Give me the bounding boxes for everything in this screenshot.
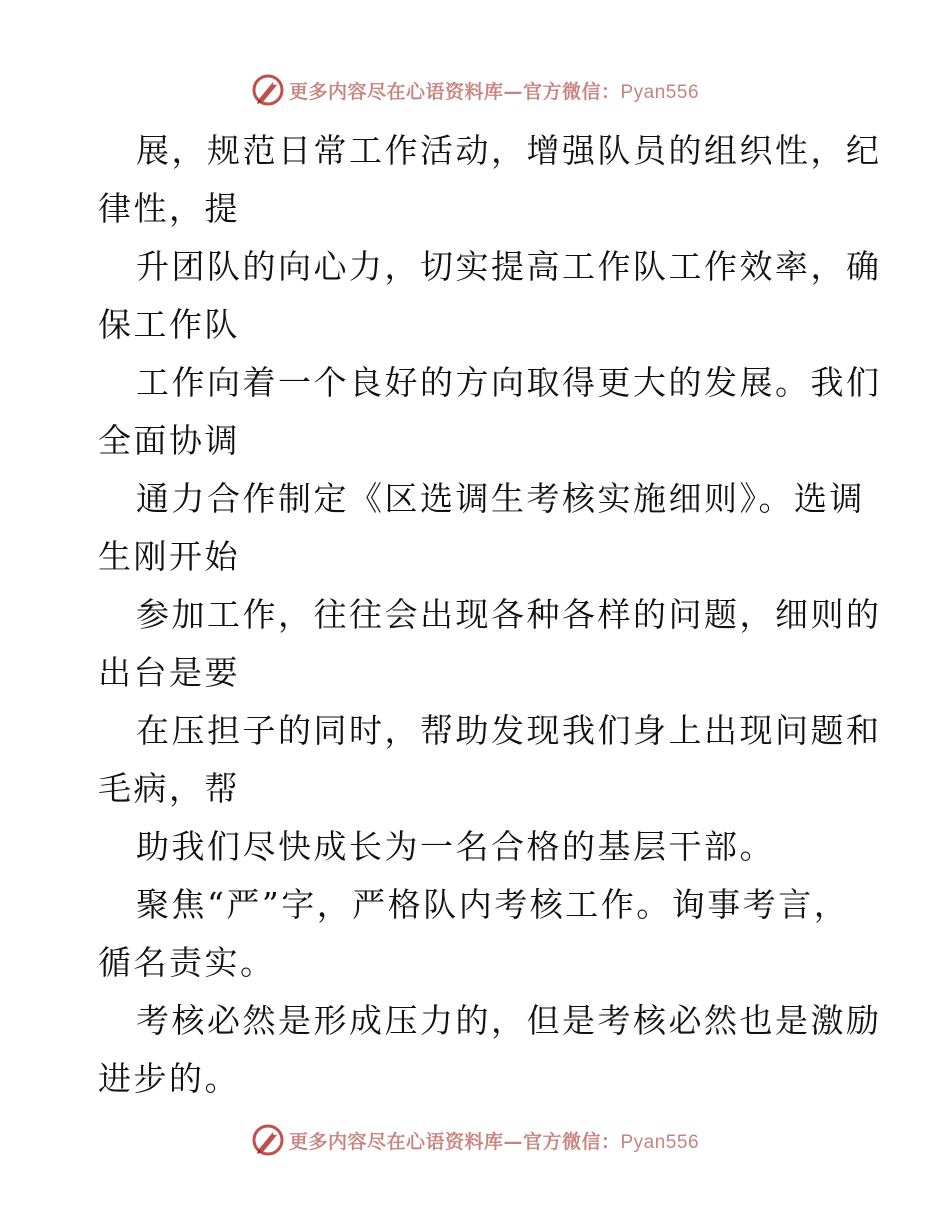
- body-line: 展，规范日常工作活动，增强队员的组织性，纪: [136, 131, 882, 170]
- body-line: 出台是要: [98, 653, 240, 692]
- body-line: 通力合作制定《区选调生考核实施细则》。选调: [136, 479, 865, 518]
- body-line: 生刚开始: [98, 537, 240, 576]
- body-line: 工作向着一个良好的方向取得更大的发展。我们: [136, 363, 882, 402]
- watermark-text: 更多内容尽在心语资料库—官方微信：Pyan556: [288, 1130, 700, 1153]
- body-line: 全面协调: [98, 421, 240, 460]
- body-line: 保工作队: [98, 305, 240, 344]
- body-line: 循名责实。: [98, 943, 276, 982]
- pen-logo-icon: [251, 1123, 285, 1157]
- footer-watermark: [0, 1120, 950, 1160]
- watermark-text: 更多内容尽在心语资料库—官方微信：Pyan556: [288, 80, 700, 103]
- body-line: 考核必然是形成压力的，但是考核必然也是激励: [136, 1001, 882, 1040]
- body-line: 参加工作，往往会出现各种各样的问题，细则的: [136, 595, 882, 634]
- body-line: 在压担子的同时，帮助发现我们身上出现问题和: [136, 711, 882, 750]
- body-line: 律性，提: [98, 189, 240, 228]
- body-line: 助我们尽快成长为一名合格的基层干部。: [136, 827, 775, 866]
- body-line: 聚焦“严”字，严格队内考核工作。询事考言，: [136, 885, 850, 924]
- body-line: 升团队的向心力，切实提高工作队工作效率，确: [136, 247, 882, 286]
- body-line: 毛病，帮: [98, 769, 240, 808]
- body-line: 进步的。: [98, 1059, 240, 1098]
- header-watermark: [0, 70, 950, 110]
- document-body: [98, 122, 882, 1108]
- pen-logo-icon: [251, 73, 285, 107]
